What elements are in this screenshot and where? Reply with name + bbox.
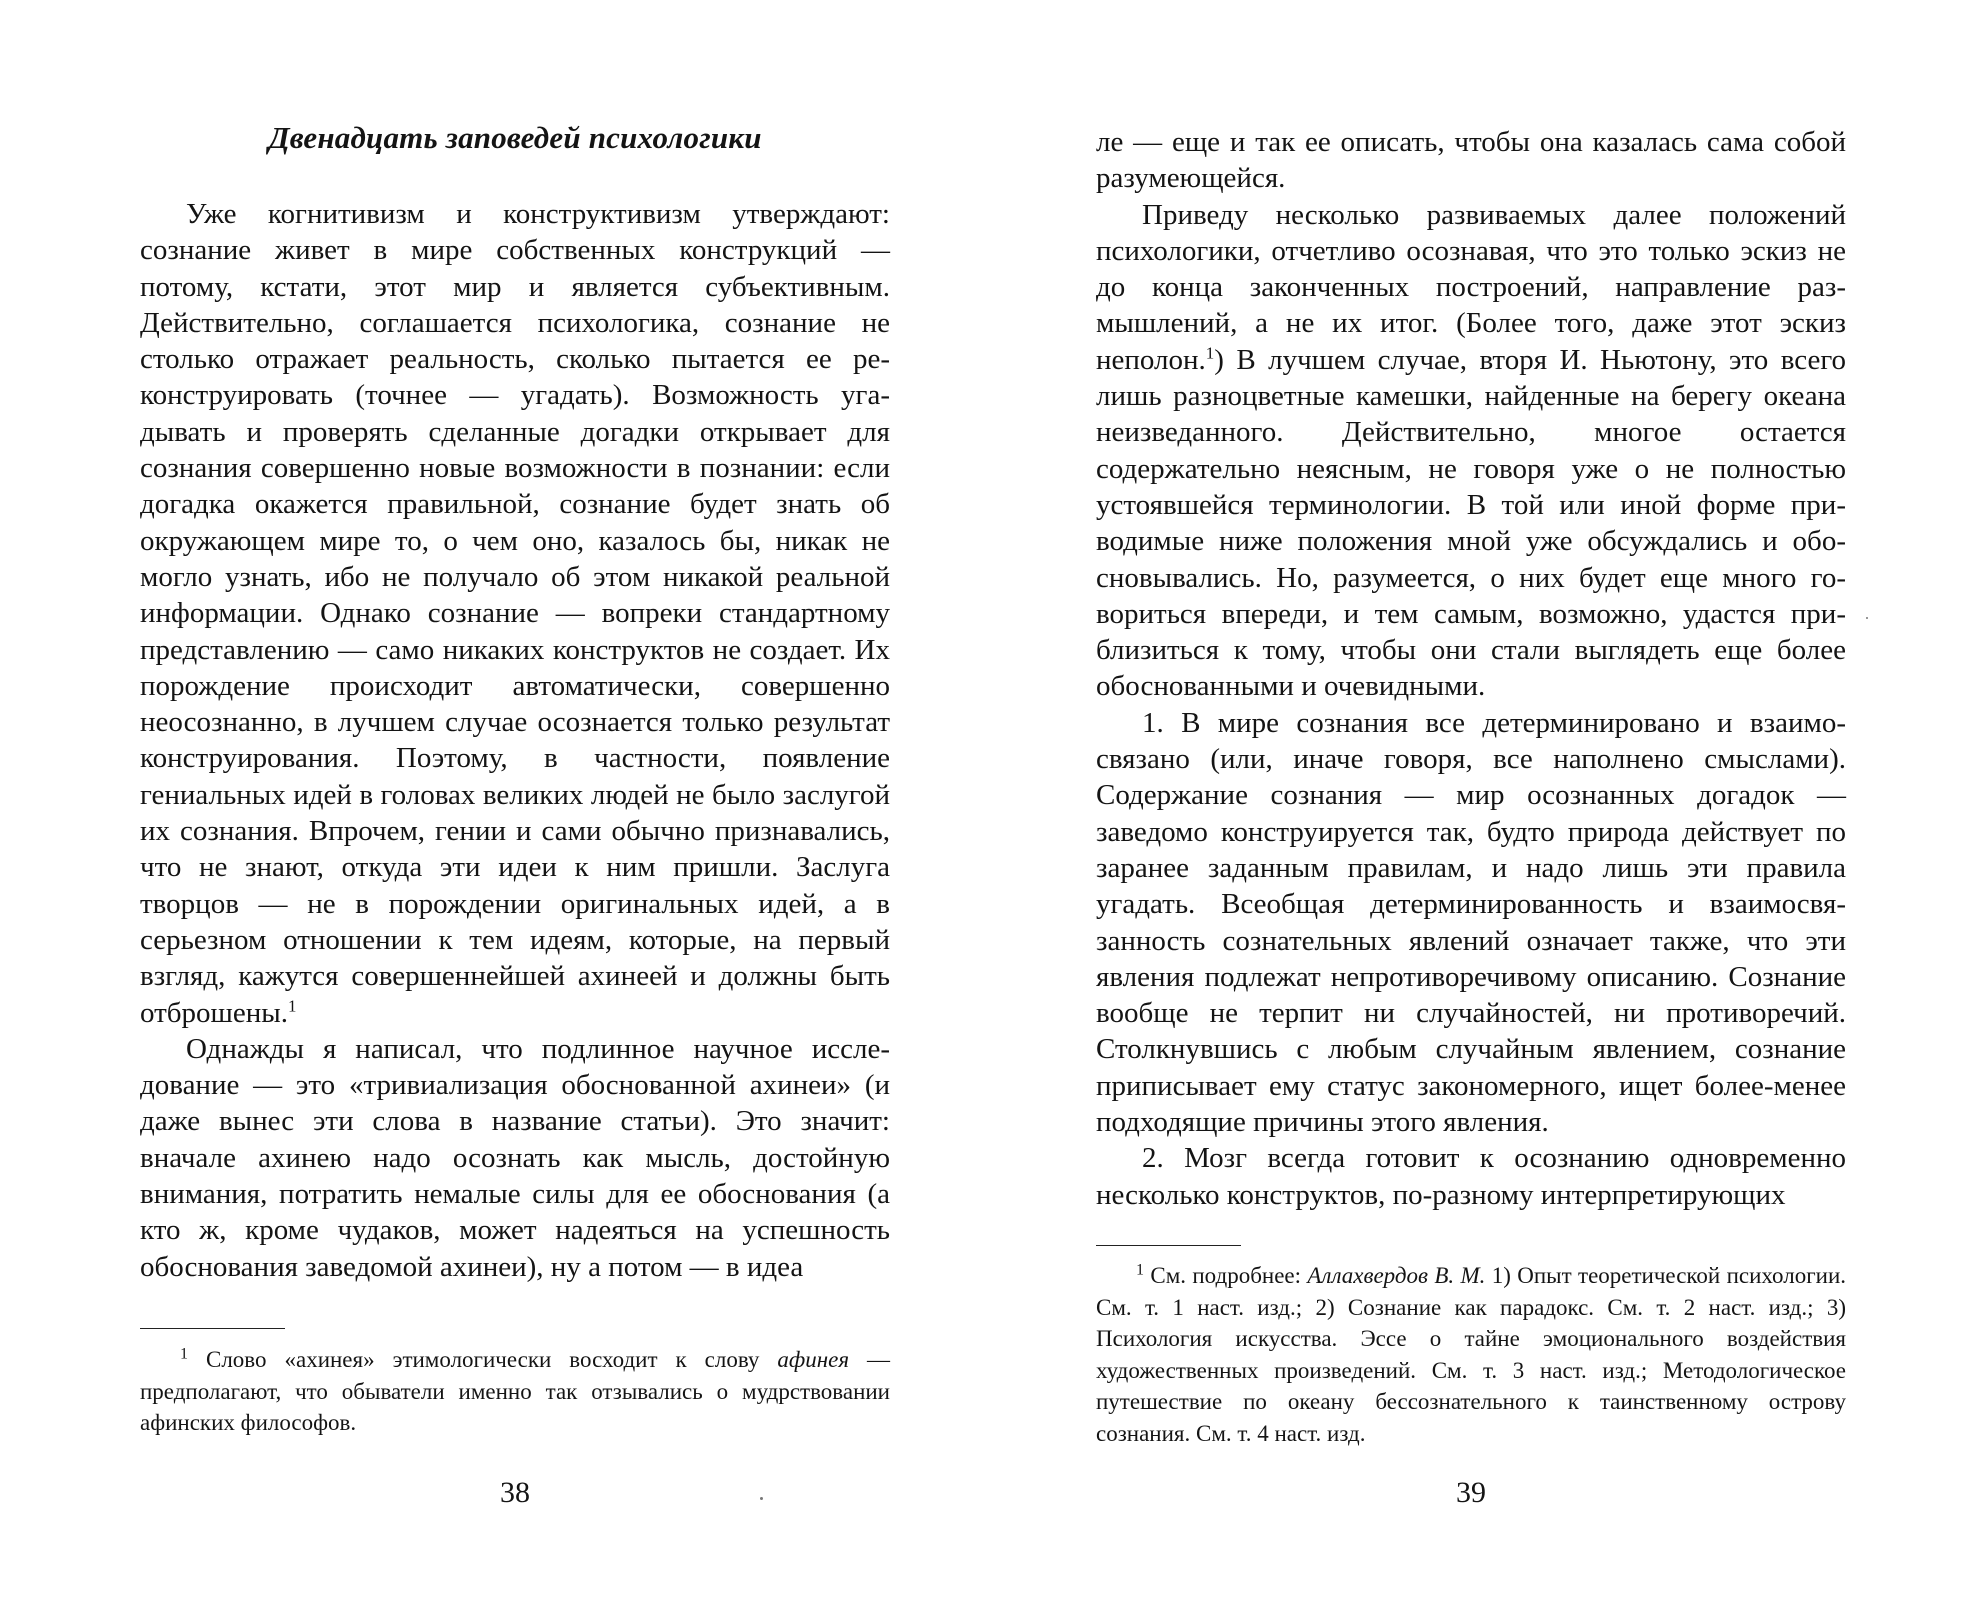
paragraph-text: ) В лучшем случае, вторя И. Ньютону, это всего лишь разноцветные камешки, найденные на берегу океана неизведанного. Действительно, многое остается содержательно неясным, не говоря уже о не полностью устоявшейся терминологии. В той или иной форме приводимые ниже положения мной уже обсуждались и обосновывались. Но, разумеется, о них будет еще много говориться впереди, и тем самым, возможно, удастся приблизиться к тому, чтобы они стали выглядеть еще более обоснованными и очевидными. [1096, 343, 1846, 703]
right-page [1096, 0, 1846, 1604]
page-number: 38 [500, 1476, 530, 1509]
scan-speck [1866, 617, 1868, 619]
footnote-ref: 1 [1205, 343, 1215, 363]
left-footnote [140, 1344, 890, 1439]
footnote-text: См. подробнее: [1150, 1263, 1308, 1288]
right-footnote [1096, 1260, 1846, 1449]
paragraph-text: Уже когнитивизм и конструктивизм утверждают: сознание живет в мире собственных конструкций — потому, кстати, этот мир и является субъективным. Действительно, соглашается психологика, сознание не столько отражает реальность, сколько пытается ее реконструировать (точнее — угадать). Возможность угадывать и проверять сделанные догадки открывает для сознания совершенно новые возможности в познании: если догадка окажется правильной, сознание будет знать об окружающем мире то, о чем оно, казалось бы, никак не могло узнать, ибо не получало об этом никакой реальной информации. Однако сознание — вопреки стандартному представлению — само никаких конструктов не создает. Их порождение происходит автоматически, совершенно неосознанно, в лучшем случае осознается только результат конструирования. Поэтому, в частности, появление гениальных идей в головах великих людей не было заслугой их сознания. Впрочем, гении и сами обычно признавались, что не знают, откуда эти идеи к ним пришли. Заслуга творцов — не в порождении оригинальных идей, а в серьезном отношении к тем идеям, которые, на первый взгляд, кажутся совершеннейшей ахинеей и должны быть отброшены. [140, 198, 890, 1029]
footnote-text: — предполагают, что обыватели именно так отзывались о мудрствовании афинских философов. [140, 1347, 891, 1435]
footnote-divider [1096, 1245, 1241, 1246]
footnote-divider [140, 1328, 285, 1329]
footnote-text: 1) Опыт теоретической психологии. См. т. 1 наст. изд.; 2) Сознание как парадокс. См. т. 2 наст. изд.; 3) Психология искусства. Эссе о тайне эмоционального воздействия художественных произведений. См. т. 3 наст. изд.; Методологическое путешествие по океану бессознательного к таинственному острову сознания. См. т. 4 наст. изд. [1096, 1263, 1847, 1446]
footnote-number: 1 [180, 1345, 188, 1363]
paragraph [140, 196, 890, 1031]
paragraph [1096, 197, 1846, 705]
paragraph: 2. Мозг всегда готовит к осознанию одновременно несколько конструктов, по-разному интерпретирующих [1096, 1142, 1846, 1211]
paragraph-text: Приведу несколько развиваемых далее положений психологики, отчетливо осознавая, что это только эскиз не до конца законченных построений, направление размышлений, а не их итог. (Более того, даже этот эскиз неполон. [1096, 198, 1846, 376]
paragraph: 1. В мире сознания все детерминировано и взаимосвязано (или, иначе говоря, все наполнено смыслами). Содержание сознания — мир осознанных догадок — заведомо конструируется так, будто природа действует по заранее заданным правилам, и надо лишь эти правила угадать. Всеобщая детерминированность и взаимосвязанность сознательных явлений означает также, что эти явления подлежат непротиворечивому описанию. Сознание вообще не терпит ни случайностей, ни противоречий. Столкнувшись с любым случайным явлением, сознание приписывает ему статус закономерного, ищет более-менее подходящие причины этого явления. [1096, 706, 1846, 1139]
right-body-text [1096, 124, 1846, 1213]
left-body-text [140, 196, 890, 1285]
running-head: Двенадцать заповедей психологики [268, 120, 762, 155]
paragraph: ле — еще и так ее описать, чтобы она казалась сама собой разумеющейся. [1096, 126, 1846, 195]
left-page [140, 0, 890, 1604]
footnote-ref: 1 [288, 995, 297, 1015]
paragraph: Однажды я написал, что подлинное научное исследование — это «тривиализация обоснованной ахинеи» (и даже вынес эти слова в название статьи). Это значит: вначале ахинею надо осознать как мысль, достойную внимания, потратить немалые силы для ее обоснования (а кто ж, кроме чудаков, может надеяться на успешность обоснования заведомой ахинеи), ну а потом — в идеа [140, 1032, 890, 1283]
page-number: 39 [1456, 1476, 1486, 1509]
scan-speck [760, 1497, 763, 1500]
footnote-emphasis: афинея [777, 1347, 850, 1372]
footnote-emphasis: Аллахвердов В. М. [1307, 1263, 1486, 1288]
footnote-text: Слово «ахинея» этимологически восходит к слову [205, 1347, 778, 1372]
footnote-number: 1 [1136, 1261, 1144, 1279]
